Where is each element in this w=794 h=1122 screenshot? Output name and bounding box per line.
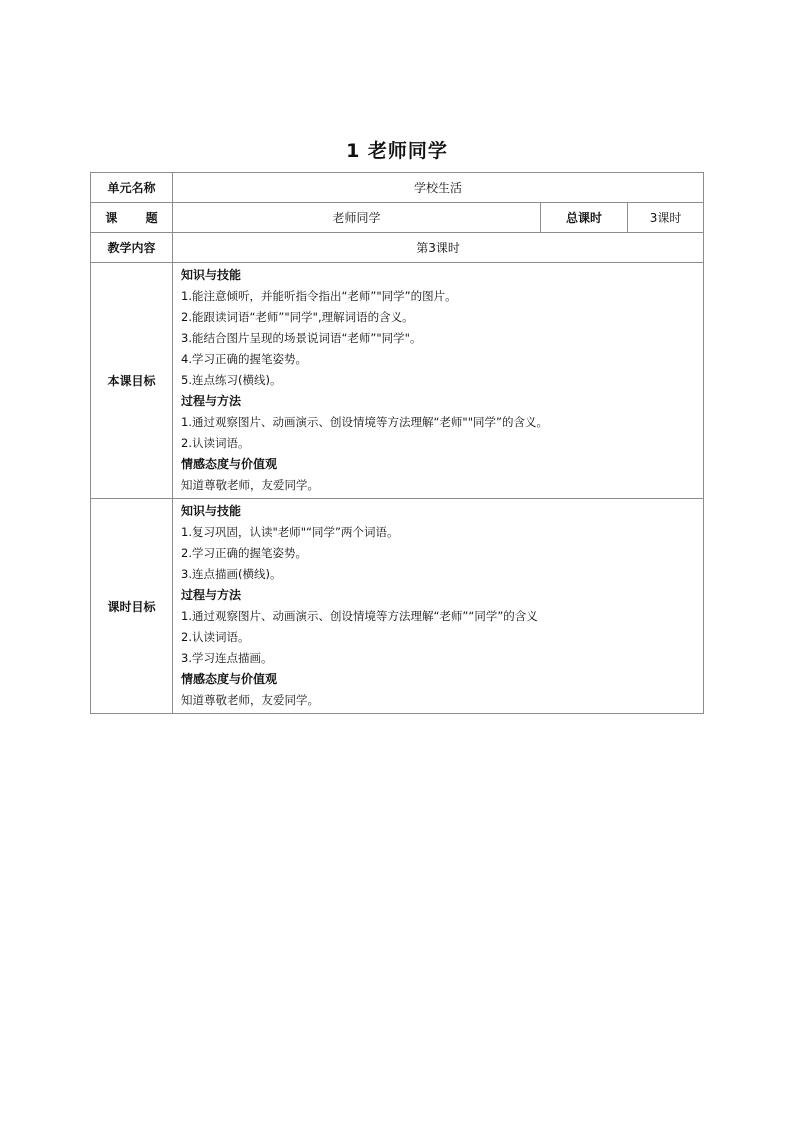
lesson-goals-content [173,499,704,714]
course-goals-line: 1.能注意倾听，并能听指令指出“老师”"同学”的图片。 [181,289,457,303]
course-goals-line: 5.连点练习(横线)。 [181,373,282,387]
unit-label: 单元名称 [91,173,173,203]
lesson-goals-line: 3.学习连点描画。 [181,651,273,665]
content-value: 第3课时 [173,233,704,263]
total-hours-label: 总课时 [541,203,628,233]
lesson-goals-line: 情感态度与价值观 [181,672,278,686]
course-goals-row [91,263,704,499]
lesson-goals-line: 1.复习巩固，认读"老师"“同学”两个词语。 [181,525,399,539]
lesson-goals-line: 过程与方法 [181,588,242,602]
lesson-goals-row [91,499,704,714]
course-goals-line: 过程与方法 [181,394,242,408]
topic-label [91,203,173,233]
page-title: 1 老师同学 [346,140,448,162]
total-hours-value: 3课时 [628,203,704,233]
course-goals-line: 2.能跟读词语“老师”"同学",理解词语的含义。 [181,310,414,324]
content-row [91,233,704,263]
content-label: 教学内容 [91,233,173,263]
course-goals-line: 3.能结合图片呈现的场景说词语“老师”"同学"。 [181,331,422,345]
course-goals-line: 1.通过观察图片、动画演示、创设情境等方法理解“老师""同学”的含义。 [181,415,548,429]
topic-label-text: 课 题 [105,211,170,225]
topic-value: 老师同学 [173,203,541,233]
course-goals-line: 4.学习正确的握笔姿势。 [181,352,307,366]
topic-row [91,203,704,233]
course-goals-content [173,263,704,499]
lesson-goals-line: 3.连点描画(横线)。 [181,567,282,581]
lesson-goals-line: 2.认读词语。 [181,630,250,644]
unit-row [91,173,704,203]
course-goals-line: 知道尊敬老师，友爱同学。 [181,478,319,492]
unit-value: 学校生活 [173,173,704,203]
lesson-goals-line: 知识与技能 [181,504,242,518]
lesson-goals-line: 知道尊敬老师，友爱同学。 [181,693,319,707]
lesson-goals-line: 2.学习正确的握笔姿势。 [181,546,307,560]
course-goals-line: 情感态度与价值观 [181,457,278,471]
course-goals-label: 本课目标 [91,263,173,499]
course-goals-line: 知识与技能 [181,268,242,282]
lesson-goals-line: 1.通过观察图片、动画演示、创设情境等方法理解“老师”“同学”的含义 [181,609,538,623]
lesson-plan-table [90,172,704,714]
course-goals-line: 2.认读词语。 [181,436,250,450]
lesson-goals-label: 课时目标 [91,499,173,714]
